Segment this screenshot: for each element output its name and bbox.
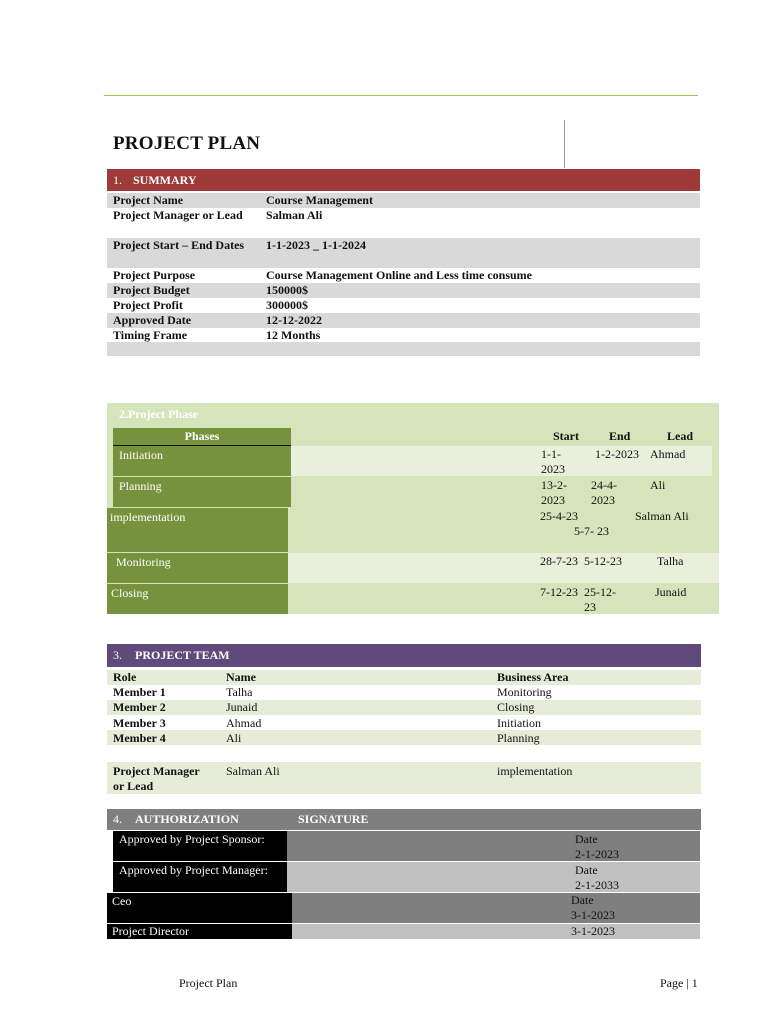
team-role: Member 2	[113, 700, 166, 714]
phase-row-cells	[291, 446, 712, 476]
summary-value: 150000$	[266, 283, 308, 297]
phase-lead: Ahmad	[650, 447, 686, 461]
team-area: Closing	[497, 700, 535, 714]
summary-row	[107, 313, 700, 328]
summary-value: 12 Months	[266, 328, 321, 342]
phase-end: 1-2-2023	[595, 447, 639, 461]
signature-heading: SIGNATURE	[298, 812, 369, 826]
auth-date: 2-1-2023	[575, 847, 619, 861]
summary-key: Approved Date	[113, 313, 192, 327]
team-heading: PROJECT TEAM	[135, 648, 230, 662]
summary-value: 1-1-2023 _ 1-1-2024	[266, 238, 366, 252]
team-area: Initiation	[497, 716, 541, 730]
summary-value: 12-12-2022	[266, 313, 322, 327]
summary-value: Salman Ali	[266, 208, 323, 222]
authorization-heading: AUTHORIZATION	[135, 812, 239, 826]
summary-key: Project Name	[113, 193, 184, 207]
team-name: Ali	[226, 731, 242, 745]
phase-header-lead: Lead	[667, 429, 694, 443]
phase-heading: 2.Project Phase	[119, 407, 199, 421]
phase-end: 25-12-23	[584, 585, 616, 614]
auth-label: Approved by Project Sponsor:	[113, 831, 287, 861]
team-area: Planning	[497, 731, 540, 745]
team-header-role: Role	[113, 670, 137, 684]
phase-header-start: Start	[553, 429, 579, 443]
summary-heading: SUMMARY	[133, 173, 197, 187]
summary-key: Project Manager or Lead	[113, 208, 243, 222]
summary-table	[107, 193, 700, 343]
team-role: Member 1	[113, 685, 166, 699]
team-role: Member 3	[113, 716, 166, 730]
phase-name: Closing	[107, 584, 288, 614]
phase-end: 5-12-23	[584, 554, 622, 568]
document-title: PROJECT PLAN	[113, 133, 261, 154]
summary-value: Course Management	[266, 193, 373, 207]
summary-key: Project Profit	[113, 298, 183, 312]
auth-label: Ceo	[107, 893, 292, 923]
phase-start: 13-2-2023	[541, 478, 567, 507]
phase-lead: Junaid	[655, 585, 687, 599]
summary-key: Project Purpose	[113, 268, 196, 282]
auth-signature-cell	[287, 862, 700, 892]
team-area: Monitoring	[497, 685, 552, 699]
auth-date-label: Date	[575, 863, 598, 877]
team-row-shade	[107, 700, 701, 715]
phase-start: 7-12-23	[540, 585, 578, 599]
team-row-shade	[107, 670, 701, 685]
team-row-shade	[107, 730, 701, 745]
auth-date: 2-1-2033	[575, 878, 619, 892]
summary-row	[107, 193, 700, 208]
team-header-area: Business Area	[497, 670, 569, 684]
summary-row	[107, 238, 700, 268]
phase-name: implementation	[107, 508, 288, 552]
phase-lead: Ali	[650, 478, 666, 492]
team-manager-area: implementation	[497, 764, 573, 778]
phase-name: Monitoring	[107, 553, 288, 583]
summary-key: Project Start – End Dates	[113, 238, 245, 252]
summary-number: 1.	[113, 173, 122, 187]
auth-date: 3-1-2023	[571, 908, 615, 922]
summary-key: Project Budget	[113, 283, 190, 297]
phase-name: Initiation	[113, 446, 291, 476]
summary-key: Timing Frame	[113, 328, 188, 342]
summary-row	[107, 328, 700, 343]
summary-row	[107, 268, 700, 283]
header-rule	[104, 95, 698, 96]
auth-label: Project Director	[107, 924, 292, 939]
summary-row	[107, 298, 700, 313]
authorization-number: 4.	[113, 812, 122, 826]
phase-start: 25-4-23	[540, 509, 578, 523]
vertical-rule	[564, 120, 565, 168]
auth-date-label: Date	[575, 832, 598, 846]
phase-start: 28-7-23	[540, 554, 578, 568]
auth-date-label: Date	[571, 893, 594, 907]
auth-signature-cell	[287, 831, 700, 861]
authorization-header	[107, 809, 701, 830]
team-name: Talha	[226, 685, 253, 699]
auth-label: Approved by Project Manager:	[113, 862, 287, 892]
team-name: Junaid	[226, 700, 258, 714]
summary-value: 300000$	[266, 298, 308, 312]
auth-signature-cell	[292, 893, 700, 923]
phase-lead: Talha	[657, 554, 684, 568]
footer-title: Project Plan	[179, 976, 238, 990]
summary-footer-band	[107, 342, 700, 356]
phase-header-end: End	[609, 429, 631, 443]
summary-header	[107, 169, 700, 191]
phase-lead: Salman Ali	[635, 509, 689, 523]
team-number: 3.	[113, 648, 122, 662]
footer-page-number: Page | 1	[660, 976, 698, 990]
auth-date: 3-1-2023	[571, 924, 615, 938]
summary-row	[107, 208, 700, 238]
summary-row	[107, 283, 700, 298]
team-header	[107, 644, 701, 667]
phase-row-cells	[288, 553, 719, 583]
team-name: Ahmad	[226, 716, 262, 730]
summary-value: Course Management Online and Less time consume	[266, 268, 532, 282]
phase-start: 1-1-2023	[541, 447, 565, 476]
team-header-name: Name	[226, 670, 256, 684]
phase-end: 24-4-2023	[591, 478, 617, 507]
team-manager-name: Salman Ali	[226, 764, 280, 778]
team-role: Member 4	[113, 731, 166, 745]
phase-name: Planning	[113, 477, 291, 507]
auth-signature-cell	[292, 924, 700, 939]
phase-row-cells	[291, 477, 712, 507]
phase-end: 5-7- 23	[574, 524, 609, 538]
team-manager-role: Project Manager or Lead	[113, 764, 200, 793]
phase-header-phases: Phases	[113, 428, 291, 446]
